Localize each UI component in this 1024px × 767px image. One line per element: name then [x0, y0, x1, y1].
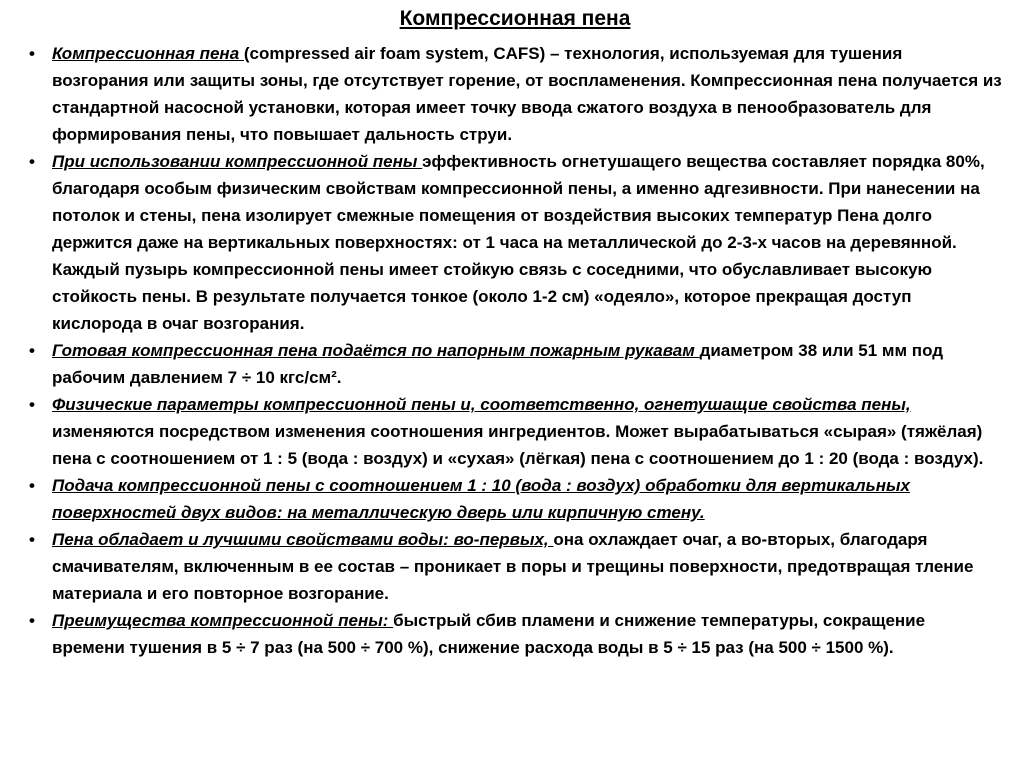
- bullet-marker: •: [29, 395, 35, 414]
- list-item: [28, 337, 1002, 391]
- bullet-lead-text: Пена обладает и лучшими свойствами воды: во-первых,: [52, 530, 554, 549]
- page-title: Компрессионная пена: [399, 7, 631, 30]
- list-item: [28, 391, 1002, 472]
- bullet-list: [28, 40, 1002, 661]
- bullet-marker: •: [29, 611, 35, 630]
- list-item: [28, 148, 1002, 337]
- bullet-lead-text: Компрессионная пена: [52, 44, 244, 63]
- bullet-lead-text: Подача компрессионной пены с соотношением 1 : 10 (вода : воздух) обработки для вертикальных поверхностей двух видов: на металлическую дверь или кирпичную стену.: [52, 476, 910, 522]
- bullet-marker: •: [29, 530, 35, 549]
- bullet-lead-text: При использовании компрессионной пены: [52, 152, 423, 171]
- list-item: [28, 607, 1002, 661]
- bullet-body-text: (compressed air foam system, CAFS) – технология, используемая для тушения возгорания или защиты зоны, где отсутствует горение, от воспламенения. Компрессионная пена получается из стандартной насосной установки, которая имеет точку ввода сжатого воздуха в пенообразователь для формирования пены, что повышает дальность струи.: [52, 44, 1002, 144]
- bullet-body-text: она охлаждает очаг, а во-вторых, благодаря смачивателям, включенным в ее состав – проникает в поры и трещины поверхности, предотвращая тление материала и его повторное возгорание.: [52, 530, 974, 603]
- bullet-marker: •: [29, 476, 35, 495]
- list-item: [28, 526, 1002, 607]
- list-item: [28, 472, 1002, 526]
- bullet-body-text: изменяются посредством изменения соотношения ингредиентов. Может вырабатываться «сырая» (тяжёлая) пена с соотношением от 1 : 5 (вода : воздух) и «сухая» (лёгкая) пена с соотношением до 1 : 20 (вода : воздух).: [52, 422, 984, 468]
- bullet-marker: •: [29, 341, 35, 360]
- bullet-body-text: диаметром 38 или 51 мм под рабочим давлением 7 ÷ 10 кгс/см².: [52, 341, 944, 387]
- bullet-body-text: эффективность огнетушащего вещества составляет порядка 80%, благодаря особым физическим свойствам компрессионной пены, а именно адгезивности. При нанесении на потолок и стены, пена изолирует смежные помещения от воздействия высоких температур Пена долго держится даже на вертикальных поверхностях: от 1 часа на металлической до 2-3-х часов на деревянной. Каждый пузырь компрессионной пены имеет стойкую связь с соседними, что обуславливает высокую стойкость пены. В результате получается тонкое (около 1-2 см) «одеяло», которое прекращая доступ кислорода в очаг возгорания.: [52, 152, 985, 333]
- bullet-body-text: быстрый сбив пламени и снижение температуры, сокращение времени тушения в 5 ÷ 7 раз (на 500 ÷ 700 %), снижение расхода воды в 5 ÷ 15 раз (на 500 ÷ 1500 %).: [52, 611, 926, 657]
- bullet-lead-text: Готовая компрессионная пена подаётся по напорным пожарным рукавам: [52, 341, 700, 360]
- bullet-lead-text: Преимущества компрессионной пены:: [52, 611, 394, 630]
- bullet-marker: •: [29, 152, 35, 171]
- bullet-marker: •: [29, 44, 35, 63]
- bullet-lead-text: Физические параметры компрессионной пены и, соответственно, огнетушащие свойства пены,: [52, 395, 911, 414]
- list-item: [28, 40, 1002, 148]
